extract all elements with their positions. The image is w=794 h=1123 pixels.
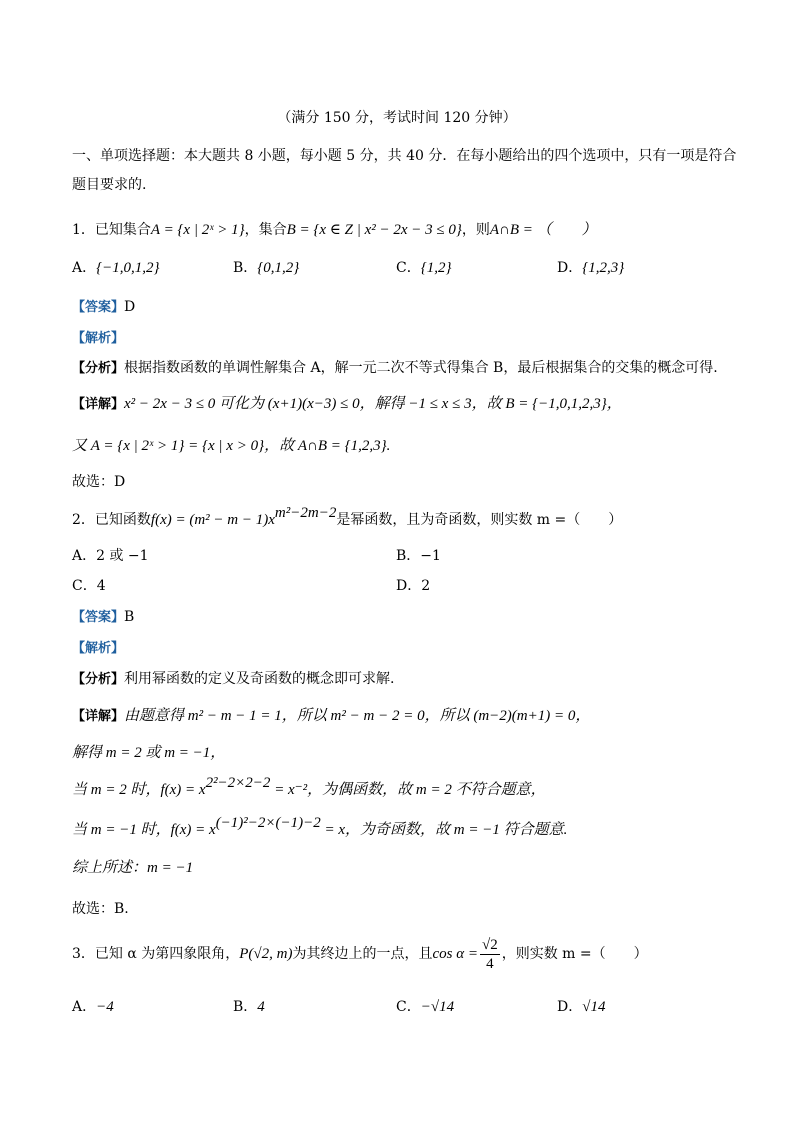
q3-cos-fraction: $\frac{√2}{4}$: [481, 936, 498, 972]
q1-fenxi: 【分析】根据指数函数的单调性解集合 A，解一元二次不等式得集合 B，最后根据集合的交集的概念可得.: [72, 360, 718, 376]
q1-answer: [72, 297, 722, 318]
q1-operation: A∩B = （ ）: [489, 222, 597, 238]
q2-function-exponent: m²−2m−2: [274, 505, 337, 521]
q2-xiangjie: 【详解】由题意得 m² − m − 1 = 1，所以 m² − m − 2 = 0，所以 (m−2)(m+1) = 0，: [72, 708, 591, 724]
section-heading-line1: 一、单项选择题：本大题共 8 小题，每小题 5 分，共 40 分．在每小题给出的四个选项中，只有一项是符合: [72, 148, 737, 164]
q1-stem-pre: 1．已知集合: [72, 222, 151, 238]
q2-analysis-tag: 【解析】: [72, 641, 125, 656]
q2-summary: 综上所述：m = −1: [72, 860, 194, 876]
q1-option-b: B．{0,1,2}: [233, 260, 300, 276]
q3-option-d: D．√14: [557, 999, 606, 1015]
q2-option-b: B．−1: [396, 548, 441, 564]
answer-value: D: [124, 299, 136, 315]
answer-tag: 【答案】: [72, 300, 125, 315]
q1-set-b: B = {x ∈ Z | x² − 2x − 3 ≤ 0}: [286, 222, 462, 238]
q3-option-c: C．−√14: [396, 999, 455, 1015]
q1-stem-post: ，则: [461, 222, 490, 238]
q1-option-a: A．{−1,0,1,2}: [72, 260, 160, 276]
q2-function: f(x) = (m² − m − 1)x: [150, 512, 275, 528]
q1-stem-mid: ，集合: [244, 222, 287, 238]
q2-stem: 2．已知函数$f(x) = (m^2 - m - 1)x^{m^2-2m-2}$是幂函数，且为奇函数，则实数 m =（ ）: [72, 505, 623, 528]
q2-option-d: D．2: [396, 578, 431, 594]
q2-answer: 【答案】B: [72, 609, 135, 625]
q1-xiangjie-2: 又 A = {x | 2ˣ > 1} = {x | x > 0}，故 A∩B = {1,2,3}.: [72, 438, 391, 454]
q3-option-b: B．4: [233, 999, 265, 1015]
q1-option-c: C．{1,2}: [396, 260, 452, 276]
q1-option-d: D．{1,2,3}: [557, 260, 625, 276]
q2-option-a: A．2 或 −1: [72, 548, 149, 564]
q2-fenxi: 【分析】利用幂函数的定义及奇函数的概念即可求解.: [72, 671, 395, 687]
q1-choice: 故选：D: [72, 474, 126, 490]
section-heading-line2: 题目要求的.: [72, 177, 147, 193]
q1-stem: [72, 220, 722, 240]
q3-option-a: A．−4: [72, 999, 114, 1015]
q2-xiangjie-2: 解得 m = 2 或 m = −1，: [72, 745, 226, 761]
q2-xiangjie-4: 当 m = −1 时，$f(x) = x^{(-1)^2-2\times(-1)-2} = x$，为奇函数，故 m = −1 符合题意.: [72, 815, 568, 838]
q1-set-a: A = {x | 2ˣ > 1}: [150, 222, 245, 238]
q2-xiangjie-3: 当 m = 2 时，$f(x) = x^{2^2-2\times 2-2} = x^{-2}$，为偶函数，故 m = 2 不符合题意，: [72, 775, 546, 798]
exam-header: （满分 150 分，考试时间 120 分钟）: [277, 110, 517, 126]
q3-cos-lhs: cos α =: [432, 946, 478, 962]
q2-choice: 故选：B.: [72, 901, 129, 917]
q3-point: P(√2, m): [239, 946, 293, 962]
q3-stem: 3．已知 α 为第四象限角，P(√2, m)为其终边上的一点，且cos α = $\frac{√2}{4}$ ，则实数 m =（ ）: [72, 936, 648, 972]
q1-xiangjie: 【详解】x² − 2x − 3 ≤ 0 可化为 (x+1)(x−3) ≤ 0，解得 −1 ≤ x ≤ 3，故 B = {−1,0,1,2,3}，: [72, 396, 622, 412]
q1-analysis-tag: 【解析】: [72, 331, 125, 346]
q2-option-c: C．4: [72, 578, 106, 594]
